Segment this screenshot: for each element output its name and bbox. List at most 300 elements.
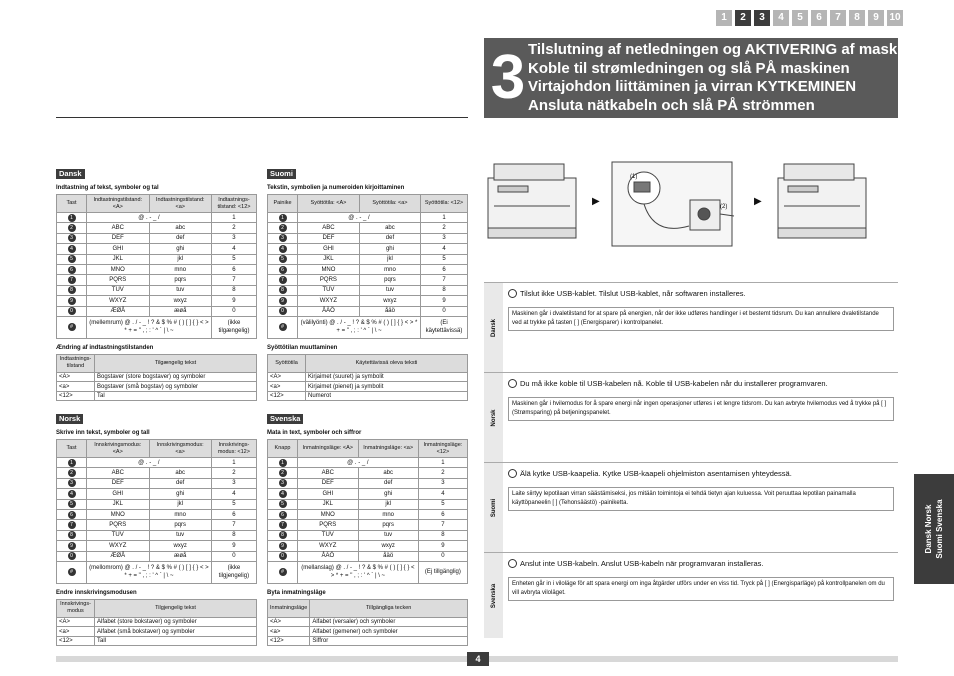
table-cell: 1 [421, 213, 468, 223]
key-icon: 2 [68, 224, 76, 232]
table-header: Indtastnings-tilstand [57, 354, 95, 372]
key-icon: 1 [68, 214, 76, 222]
table-cell: @ . - _ / [298, 213, 421, 223]
table-row [57, 617, 257, 627]
table-cell: 6 [418, 509, 467, 519]
table-cell: 1 [211, 213, 256, 223]
side-line2: Suomi Svenska [935, 499, 944, 559]
table-row [268, 468, 468, 478]
key-icon: 7 [68, 276, 76, 284]
table-header: Innskrivingsmodus: <A> [87, 440, 150, 458]
table-cell: wxyz [149, 541, 211, 551]
table-cell: <12> [57, 636, 95, 646]
table-row [57, 478, 257, 488]
note-dansk [484, 282, 898, 372]
key-icon: 7 [279, 521, 287, 529]
table-cell: 0 [211, 306, 256, 316]
table-row [57, 551, 257, 561]
table-cell: DEF [298, 478, 359, 488]
key-icon: 4 [68, 245, 76, 253]
page-nav-item[interactable]: 10 [887, 10, 903, 26]
table-row [57, 254, 257, 264]
info-box: Maskinen går i hvilemodus for å spare energi når ingen operasjoner utføres i et lengre tidsrom. Du kan avbryte hvilemodus ved å trykke på [ ] (Strømsparing) på betjeningspanelet. [508, 397, 894, 421]
table-cell: 6 [211, 264, 256, 274]
table-header: Innskrivings-modus: <12> [211, 440, 256, 458]
table-cell: <A> [268, 617, 310, 627]
key-icon: 1 [279, 459, 287, 467]
key-icon: 7 [68, 521, 76, 529]
table-cell: ABC [298, 223, 360, 233]
table-row [57, 213, 257, 223]
page-number: 4 [467, 652, 489, 666]
table-row [57, 530, 257, 540]
lang-label: Suomi [490, 498, 497, 517]
table-cell: DEF [87, 478, 150, 488]
table-cell: pqrs [149, 275, 211, 285]
table-cell: <12> [57, 391, 95, 401]
key-icon: 3 [68, 234, 76, 242]
table-cell: ABC [298, 468, 359, 478]
table-row [268, 382, 468, 392]
table-cell: ghi [149, 244, 211, 254]
key-icon: 1 [279, 214, 287, 222]
table-cell: MNO [87, 509, 150, 519]
page-nav-item[interactable]: 1 [716, 10, 732, 26]
table-header: Inmatningsläge: <a> [358, 440, 418, 458]
table-row [57, 285, 257, 295]
table-cell: 7 [211, 520, 256, 530]
key-icon: # [68, 323, 76, 331]
key-icon: # [279, 323, 287, 331]
info-box: Enheten går in i viloläge för att spara energi om inga åtgärder utförs under en viss tid. Tryck på [ ] (Energisparläge) på kontrollpanelen om du vill avbryta viloläget. [508, 577, 894, 601]
key-icon: 6 [279, 511, 287, 519]
note-line [508, 469, 894, 478]
table-cell: Alfabet (versaler) och symboler [310, 617, 468, 627]
section-svenska [267, 408, 468, 646]
table-row [268, 296, 468, 306]
table-cell: ABC [87, 223, 150, 233]
table-cell: mno [149, 509, 211, 519]
table-row [268, 478, 468, 488]
section-subtitle: Syöttötilan muuttaminen [267, 344, 338, 351]
table-header: Tilgængelig tekst [95, 354, 257, 372]
table-cell: 4 [211, 244, 256, 254]
table-cell: (ikke tilgjengelig) [211, 561, 256, 583]
key-icon: 0 [279, 307, 287, 315]
note-suomi [484, 462, 898, 552]
table-cell: 5 [211, 254, 256, 264]
key-icon: # [279, 568, 287, 576]
table-cell: tuv [149, 530, 211, 540]
table-cell: 3 [211, 233, 256, 243]
table-cell: (Ej tillgänglig) [418, 561, 467, 583]
table-cell: 3 [211, 478, 256, 488]
table-header: Syöttötila: <a> [359, 195, 420, 213]
table-cell: æøå [149, 551, 211, 561]
table-cell: Bogstaver (store bogstaver) og symboler [95, 372, 257, 382]
table-row [57, 458, 257, 468]
table-cell: ÅÄÖ [298, 551, 359, 561]
note-svenska [484, 552, 898, 638]
table-cell: ghi [358, 489, 418, 499]
key-icon: 8 [68, 286, 76, 294]
table-cell: 8 [211, 530, 256, 540]
lang-tag: Dansk [56, 169, 85, 179]
table-header: Indtastningstilstand: <A> [87, 195, 150, 213]
table-cell: 5 [418, 499, 467, 509]
note-icon [508, 559, 517, 568]
key-icon: 5 [68, 255, 76, 263]
table-cell: 7 [211, 275, 256, 285]
table-cell: 8 [418, 530, 467, 540]
table-row [57, 264, 257, 274]
table-header: Tast [57, 440, 87, 458]
table-cell: (mellanslag) @ . / - _ ! ? & $ % # ( ) [ ] { } < > * + = " , ; : ' ^ ` | \ ~ [298, 561, 419, 583]
table-cell: MNO [298, 509, 359, 519]
table-row [57, 223, 257, 233]
table-cell: <A> [57, 617, 95, 627]
page-nav [716, 10, 903, 26]
key-icon: 9 [279, 542, 287, 550]
key-icon: 0 [279, 552, 287, 560]
table-cell: 2 [418, 468, 467, 478]
table-cell: abc [359, 223, 420, 233]
table-header: Indtastningstilstand: <a> [149, 195, 211, 213]
key-icon: 5 [68, 500, 76, 508]
table-row [57, 275, 257, 285]
table-cell: @ . - _ / [298, 458, 419, 468]
table-cell: def [149, 478, 211, 488]
table-cell: TUV [87, 530, 150, 540]
table-cell: mno [149, 264, 211, 274]
key-icon: 6 [68, 511, 76, 519]
table-cell: 0 [211, 551, 256, 561]
table-cell: <12> [268, 636, 310, 646]
key-icon: 3 [68, 479, 76, 487]
svg-text:▶: ▶ [592, 196, 600, 207]
table-cell: 9 [211, 541, 256, 551]
table-cell: 0 [418, 551, 467, 561]
page-nav-item[interactable]: 7 [830, 10, 846, 26]
table-cell: Alfabet (små bokstaver) og symboler [95, 627, 257, 637]
note-line [508, 289, 894, 298]
table-cell: (välilyönti) @ . / - _ ! ? & $ % # ( ) [ ] { } < > * + = " , ; : ' ^ ` | \ ~ [298, 316, 421, 338]
key-icon: 2 [68, 469, 76, 477]
header-line-sv: Ansluta nätkabeln och slå PÅ strömmen [528, 96, 815, 114]
table-cell: @ . - _ / [87, 458, 212, 468]
table-cell: ABC [87, 468, 150, 478]
table-cell: wxyz [359, 296, 420, 306]
table-cell: DEF [87, 233, 150, 243]
table-cell: ÆØÅ [87, 551, 150, 561]
table-cell: 8 [421, 285, 468, 295]
key-icon: 2 [279, 224, 287, 232]
table-cell: JKL [87, 499, 150, 509]
note-text: Anslut inte USB-kabeln. Anslut USB-kabeln när programvaran installeras. [520, 559, 764, 568]
table-cell: 7 [418, 520, 467, 530]
mode-table [267, 599, 468, 647]
table-cell: 5 [421, 254, 468, 264]
table-cell: (mellomrom) @ . / - _ ! ? & $ % # ( ) [ ] { } < > * + = " , ; : ' ^ ` | \ ~ [87, 561, 212, 583]
table-cell: PQRS [298, 520, 359, 530]
page-nav-item[interactable]: 5 [792, 10, 808, 26]
key-icon: 4 [279, 490, 287, 498]
note-text: Älä kytke USB-kaapelia. Kytke USB-kaapeli ohjelmiston asentamisen yhteydessä. [520, 469, 792, 478]
table-cell: GHI [298, 244, 360, 254]
table-row [268, 541, 468, 551]
table-cell: 4 [421, 244, 468, 254]
table-cell: <a> [57, 627, 95, 637]
table-header: Syöttötila: <A> [298, 195, 360, 213]
table-cell: abc [149, 468, 211, 478]
table-cell: def [149, 233, 211, 243]
table-cell: 9 [421, 296, 468, 306]
table-row [268, 233, 468, 243]
table-cell: Tal [95, 391, 257, 401]
table-cell: PQRS [298, 275, 360, 285]
lang-label: Norsk [490, 408, 497, 427]
table-cell: Kirjaimet (pienet) ja symbolit [306, 382, 468, 392]
table-cell: 1 [418, 458, 467, 468]
note-text: Du må ikke koble til USB-kabelen nå. Koble til USB-kabelen når du installerer programvaren. [520, 379, 828, 388]
table-cell: <a> [268, 627, 310, 637]
table-cell: MNO [298, 264, 360, 274]
section-subtitle: Ændring af indtastningstilstanden [56, 344, 154, 351]
table-row [268, 372, 468, 382]
key-icon: 5 [279, 500, 287, 508]
table-row [57, 391, 257, 401]
table-header: Syöttötila: <12> [421, 195, 468, 213]
key-icon: 8 [279, 286, 287, 294]
label-1: (1) [630, 174, 638, 180]
table-cell: mno [359, 264, 420, 274]
note-line [508, 379, 894, 388]
table-cell: WXYZ [87, 541, 150, 551]
page-nav-item[interactable]: 8 [849, 10, 865, 26]
table-cell: ghi [149, 489, 211, 499]
side-line1: Dansk Norsk [924, 504, 933, 554]
table-row [57, 627, 257, 637]
page-nav-item[interactable]: 9 [868, 10, 884, 26]
table-row [57, 520, 257, 530]
header-line-fi: Virtajohdon liittäminen ja virran KYTKEMINEN [528, 78, 857, 95]
input-table [267, 439, 468, 584]
table-cell: <A> [57, 372, 95, 382]
table-cell: jkl [149, 499, 211, 509]
info-box: Maskinen går i dvaletilstand for at spare på energien, når der ikke udføres handlinger i et bestemt tidsrum. Du kan annullere dvaletilstande ved at trykke på tasten [ ] (Energisparer) i kontrolpanelet. [508, 307, 894, 331]
table-cell: PQRS [87, 275, 150, 285]
table-cell: TUV [298, 285, 360, 295]
table-row [268, 561, 468, 583]
table-cell: JKL [298, 499, 359, 509]
table-row [57, 468, 257, 478]
table-header: Inmatningsläge [268, 599, 310, 617]
table-row [57, 372, 257, 382]
table-row [268, 489, 468, 499]
table-cell: <a> [268, 382, 306, 392]
table-cell: (mellemrum) @ . / - _ ! ? & $ % # ( ) [ ] { } < > * + = " , ; : ' ^ ` | \ ~ [87, 316, 212, 338]
table-cell: ghi [359, 244, 420, 254]
connection-illustration [484, 156, 898, 256]
lang-tag: Suomi [267, 169, 296, 179]
table-cell: MNO [87, 264, 150, 274]
table-header: Syöttötila [268, 354, 306, 372]
key-icon: 0 [68, 307, 76, 315]
mode-table [267, 354, 468, 402]
section-suomi [267, 163, 468, 401]
key-icon: 5 [279, 255, 287, 263]
table-cell: GHI [298, 489, 359, 499]
table-header: Innskrivings-modus [57, 599, 95, 617]
table-row [57, 499, 257, 509]
table-header: Käytettävissä oleva teksti [306, 354, 468, 372]
table-row [268, 530, 468, 540]
lang-tag: Svenska [267, 414, 303, 424]
section-header [484, 38, 929, 118]
table-cell: PQRS [87, 520, 150, 530]
table-cell: Alfabet (store bokstaver) og symboler [95, 617, 257, 627]
table-cell: 6 [211, 509, 256, 519]
page-nav-item[interactable]: 4 [773, 10, 789, 26]
table-cell: 3 [418, 478, 467, 488]
key-icon: 3 [279, 479, 287, 487]
step-number: 3 [490, 43, 526, 112]
table-cell: <A> [268, 372, 306, 382]
note-line [508, 559, 894, 568]
table-row [57, 296, 257, 306]
table-header: Inmatningsläge: <12> [418, 440, 467, 458]
key-icon: 9 [279, 297, 287, 305]
page-nav-item[interactable]: 6 [811, 10, 827, 26]
section-norsk [56, 408, 257, 646]
divider [56, 117, 468, 118]
table-cell: 8 [211, 285, 256, 295]
key-icon: 2 [279, 469, 287, 477]
table-cell: ÅÄÖ [298, 306, 360, 316]
table-cell: 5 [211, 499, 256, 509]
page-nav-item[interactable]: 3 [754, 10, 770, 26]
table-header: Painike [268, 195, 298, 213]
key-icon: 3 [279, 234, 287, 242]
table-cell: WXYZ [298, 541, 359, 551]
key-icon: # [68, 568, 76, 576]
table-cell: jkl [358, 499, 418, 509]
table-cell: æøå [149, 306, 211, 316]
lang-sidebar [484, 373, 503, 462]
key-icon: 4 [68, 490, 76, 498]
table-row [268, 285, 468, 295]
table-cell: 3 [421, 233, 468, 243]
table-cell: 4 [418, 489, 467, 499]
table-cell: 9 [211, 296, 256, 306]
table-cell: @ . - _ / [87, 213, 212, 223]
table-cell: 1 [211, 458, 256, 468]
lang-label: Dansk [490, 318, 497, 337]
table-header: Inmatningsläge: <A> [298, 440, 359, 458]
table-cell: 6 [421, 264, 468, 274]
table-cell: wxyz [358, 541, 418, 551]
key-icon: 9 [68, 542, 76, 550]
table-cell: DEF [298, 233, 360, 243]
table-header: Knapp [268, 440, 298, 458]
table-header: Innskrivingsmodus: <a> [149, 440, 211, 458]
table-header: Indtastnings-tilstand: <12> [211, 195, 256, 213]
table-cell: mno [358, 509, 418, 519]
page-nav-item[interactable]: 2 [735, 10, 751, 26]
printer-on-icon [778, 164, 866, 238]
key-icon: 9 [68, 297, 76, 305]
table-cell: åäö [359, 306, 420, 316]
table-cell: (Ei käytettävissä) [421, 316, 468, 338]
table-cell: Bogstaver (små bogstav) og symboler [95, 382, 257, 392]
table-cell: 2 [211, 223, 256, 233]
table-cell: 7 [421, 275, 468, 285]
key-icon: 6 [279, 266, 287, 274]
table-cell: abc [358, 468, 418, 478]
header-line-da: Tilslutning af netledningen og AKTIVERING af maskinen [528, 41, 929, 58]
note-norsk [484, 372, 898, 462]
table-row [268, 551, 468, 561]
table-header: Tast [57, 195, 87, 213]
note-icon [508, 469, 517, 478]
table-row [268, 636, 468, 646]
table-row [57, 244, 257, 254]
table-cell: WXYZ [87, 296, 150, 306]
table-row [57, 306, 257, 316]
note-text: Tilslut ikke USB-kablet. Tilslut USB-kablet, når softwaren installeres. [520, 289, 746, 298]
table-cell: <12> [268, 391, 306, 401]
table-cell: tuv [358, 530, 418, 540]
lang-sidebar [484, 553, 503, 638]
key-icon: 1 [68, 459, 76, 467]
table-cell: Siffror [310, 636, 468, 646]
table-cell: WXYZ [298, 296, 360, 306]
printer-icon [488, 164, 576, 238]
table-cell: Tall [95, 636, 257, 646]
table-cell: GHI [87, 244, 150, 254]
table-row [268, 499, 468, 509]
key-icon: 8 [68, 531, 76, 539]
lang-tag: Norsk [56, 414, 83, 424]
table-header: Tilgjengelig tekst [95, 599, 257, 617]
table-cell: TUV [298, 530, 359, 540]
table-row [57, 561, 257, 583]
lang-sidebar [484, 283, 503, 372]
table-cell: tuv [359, 285, 420, 295]
table-row [268, 264, 468, 274]
table-row [268, 306, 468, 316]
table-cell: wxyz [149, 296, 211, 306]
table-row [268, 458, 468, 468]
language-tab [914, 474, 954, 584]
table-cell: TUV [87, 285, 150, 295]
input-table [267, 194, 468, 339]
table-cell: JKL [298, 254, 360, 264]
info-box: Laite siirtyy lepotilaan virran säästämiseksi, jos mitään toimintoja ei tehdä tietyn ajan kuluessa. Voit peruuttaa lepotilan painamalla käyttöpaneelin [ ] (Tehonsäästö) -painiketta. [508, 487, 894, 511]
table-row [57, 489, 257, 499]
table-row [57, 233, 257, 243]
note-icon [508, 379, 517, 388]
table-cell: <a> [57, 382, 95, 392]
table-row [57, 509, 257, 519]
key-icon: 7 [279, 276, 287, 284]
table-row [57, 316, 257, 338]
section-title: Tekstin, symbolien ja numeroiden kirjoittaminen [267, 185, 405, 191]
section-subtitle: Endre innskrivingsmodusen [56, 589, 137, 596]
section-title: Indtastning af tekst, symboler og tal [56, 185, 159, 191]
input-table [56, 439, 257, 584]
table-cell: 2 [421, 223, 468, 233]
